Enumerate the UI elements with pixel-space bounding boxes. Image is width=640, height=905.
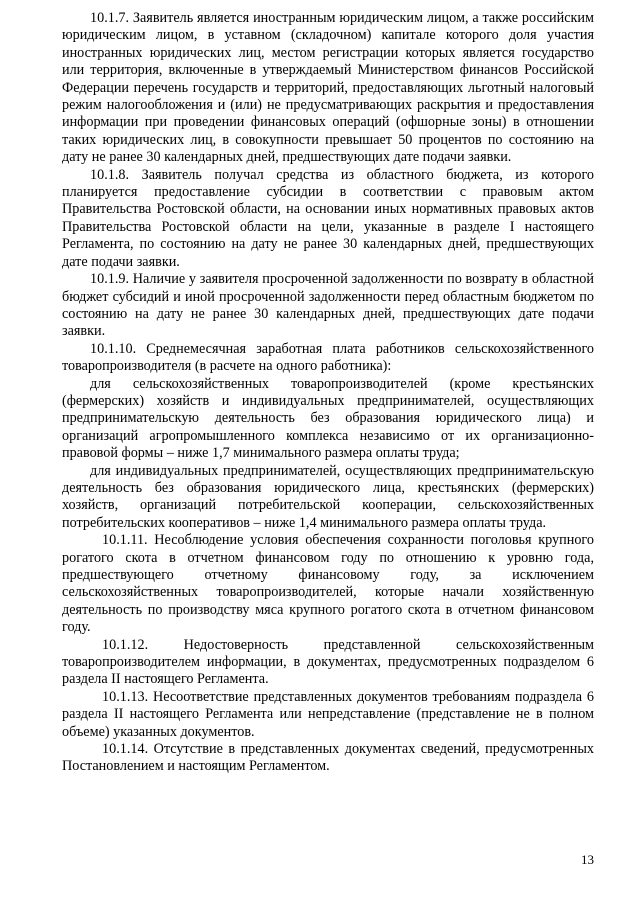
- paragraph-10-1-11: 10.1.11. Несоблюдение условия обеспечения сохранности поголовья крупного рогатого скота в отчетном финансовом году по отношению к уровню года, предшествующего отчетному финансовому году, за исключением сельскохозяйственных товаропроизводителей, которые начали хозяйственную деятельность по производству мяса крупного рогатого скота в отчетном финансовом году.: [62, 532, 594, 636]
- paragraph-10-1-13: 10.1.13. Несоответствие представленных документов требованиям подраздела 6 раздела II настоящего Регламента или непредставление (представление не в полном объеме) указанных документов.: [62, 688, 594, 740]
- page-number: 13: [581, 852, 594, 867]
- document-page: [62, 10, 594, 776]
- paragraph-10-1-9: 10.1.9. Наличие у заявителя просроченной задолженности по возврату в областной бюджет субсидий и иной просроченной задолженности перед областным бюджетом по состоянию на дату не ранее 30 календарных дней, предшествующих дате подачи заявки.: [62, 271, 594, 340]
- paragraph-10-1-12: 10.1.12. Недостоверность представленной сельскохозяйственным товаропроизводителем информации, в документах, предусмотренных подразделом 6 раздела II настоящего Регламента.: [62, 636, 594, 688]
- paragraph-10-1-7: 10.1.7. Заявитель является иностранным юридическим лицом, а также российским юридическим лицом, в уставном (складочном) капитале которого доля участия иностранных юридических лиц, местом регистрации которых является государство или территория, включенные в утверждаемый Министерством финансов Российской Федерации перечень государств и территорий, предоставляющих льготный налоговый режим налогообложения и (или) не предусматривающих раскрытия и предоставления информации при проведении финансовых операций (офшорные зоны) в отношении таких юридических лиц, в совокупности превышает 50 процентов по состоянию на дату не ранее 30 календарных дней, предшествующих дате подачи заявки.: [62, 10, 594, 166]
- paragraph-10-1-14: 10.1.14. Отсутствие в представленных документах сведений, предусмотренных Постановлением и настоящим Регламентом.: [62, 741, 594, 775]
- paragraph-10-1-10-individual-entrepreneurs: для индивидуальных предпринимателей, осуществляющих предпринимательскую деятельность без образования юридического лица, крестьянских (фермерских) хозяйств, организаций потребительской кооперации, сельскохозяйственных потребительских кооперативов – ниже 1,4 минимального размера оплаты труда.: [62, 462, 594, 531]
- paragraph-10-1-8: 10.1.8. Заявитель получал средства из областного бюджета, из которого планируется предоставление субсидии в соответствии с правовым актом Правительства Ростовской области, на основании иных нормативных правовых актов Правительства Ростовской области на цели, указанные в разделе I настоящего Регламента, по состоянию на дату не ранее 30 календарных дней, предшествующих дате подачи заявки.: [62, 166, 594, 270]
- paragraph-10-1-10: 10.1.10. Среднемесячная заработная плата работников сельскохозяйственного товаропроизводителя (в расчете на одного работника):: [62, 340, 594, 375]
- paragraph-10-1-10-agricultural-producers: для сельскохозяйственных товаропроизводителей (кроме крестьянских (фермерских) хозяйств и индивидуальных предпринимателей, осуществляющих предпринимательскую деятельность без образования юридического лица) и организаций агропромышленного комплекса независимо от их организационно-правовой формы – ниже 1,7 минимального размера оплаты труда;: [62, 375, 594, 462]
